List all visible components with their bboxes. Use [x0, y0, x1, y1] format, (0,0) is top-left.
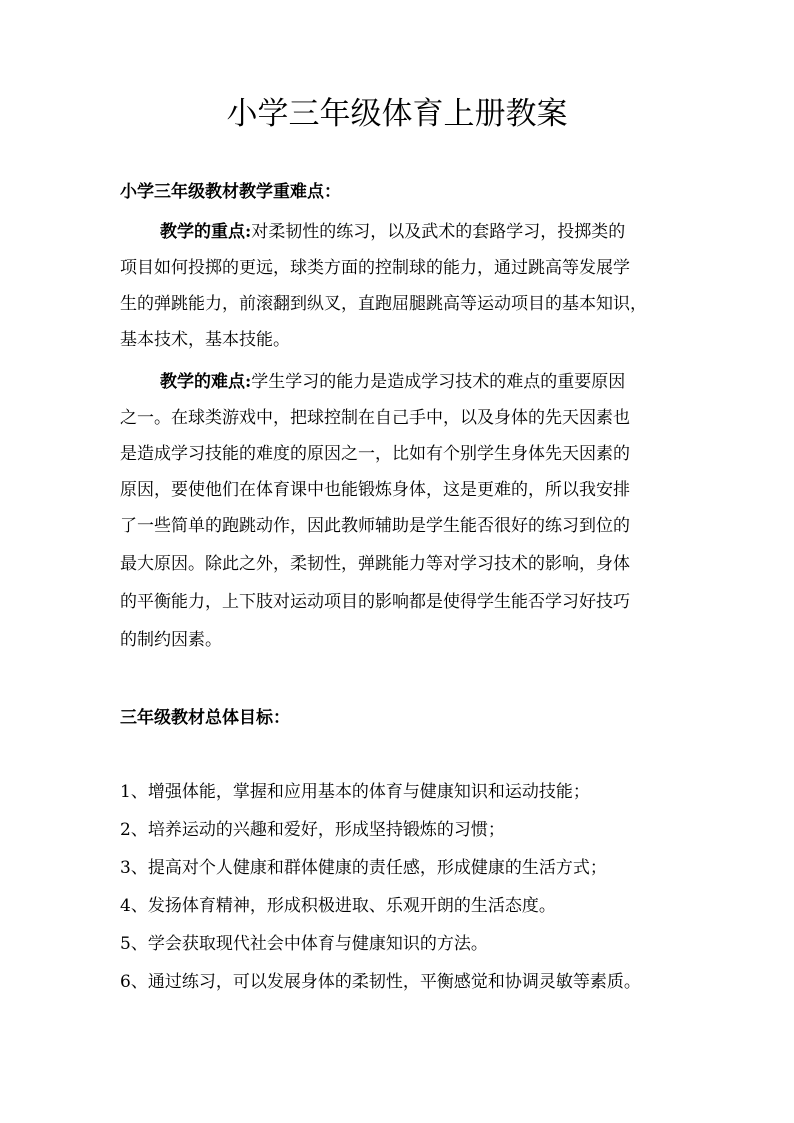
difficulties-label: 教学的难点:	[160, 372, 252, 392]
key-points-line-2: 项目如何投掷的更远，球类方面的控制球的能力，通过跳高等发展学	[120, 258, 630, 278]
key-points-line-4: 基本技术，基本技能。	[120, 330, 290, 350]
goal-item: 6、通过练习，可以发展身体的柔韧性，平衡感觉和协调灵敏等素质。	[120, 972, 641, 992]
key-points-text: 对柔韧性的练习，以及武术的套路学习，投掷类的	[251, 222, 626, 242]
key-points-line-3: 生的弹跳能力，前滚翻到纵叉，直跑屈腿跳高等运动项目的基本知识，	[120, 294, 647, 314]
goal-item: 2、培养运动的兴趣和爱好，形成坚持锻炼的习惯；	[120, 820, 505, 840]
difficulties-line-7: 的平衡能力，上下肢对运动项目的影响都是使得学生能否学习好技巧	[120, 592, 630, 612]
difficulties-line-4: 原因，要使他们在体育课中也能锻炼身体，这是更难的，所以我安排	[120, 480, 630, 500]
key-points-label: 教学的重点:	[160, 222, 252, 242]
difficulties-line-8: 的制约因素。	[120, 630, 222, 650]
section-heading-goals: 三年级教材总体目标：	[120, 708, 290, 728]
section-heading-difficulties: 小学三年级教材教学重难点：	[120, 182, 341, 202]
difficulties-line-2: 之一。在球类游戏中，把球控制在自己手中，以及身体的先天因素也	[120, 408, 630, 428]
difficulties-line-3: 是造成学习技能的难度的原因之一，比如有个别学生身体先天因素的	[120, 444, 630, 464]
goal-item: 1、增强体能，掌握和应用基本的体育与健康知识和运动技能；	[120, 782, 590, 802]
page-title: 小学三年级体育上册教案	[226, 96, 568, 132]
difficulties-text: 学生学习的能力是造成学习技术的难点的重要原因	[251, 372, 626, 392]
difficulties-line-5: 了一些简单的跑跳动作，因此教师辅助是学生能否很好的练习到位的	[120, 516, 630, 536]
difficulties-line-6: 最大原因。除此之外，柔韧性，弹跳能力等对学习技术的影响，身体	[120, 554, 630, 574]
goal-item: 3、提高对个人健康和群体健康的责任感，形成健康的生活方式；	[120, 858, 607, 878]
key-points-line-1	[160, 220, 680, 244]
difficulties-line-1	[160, 370, 680, 394]
goal-item: 5、学会获取现代社会中体育与健康知识的方法。	[120, 934, 488, 954]
goal-item: 4、发扬体育精神，形成积极进取、乐观开朗的生活态度。	[120, 896, 556, 916]
